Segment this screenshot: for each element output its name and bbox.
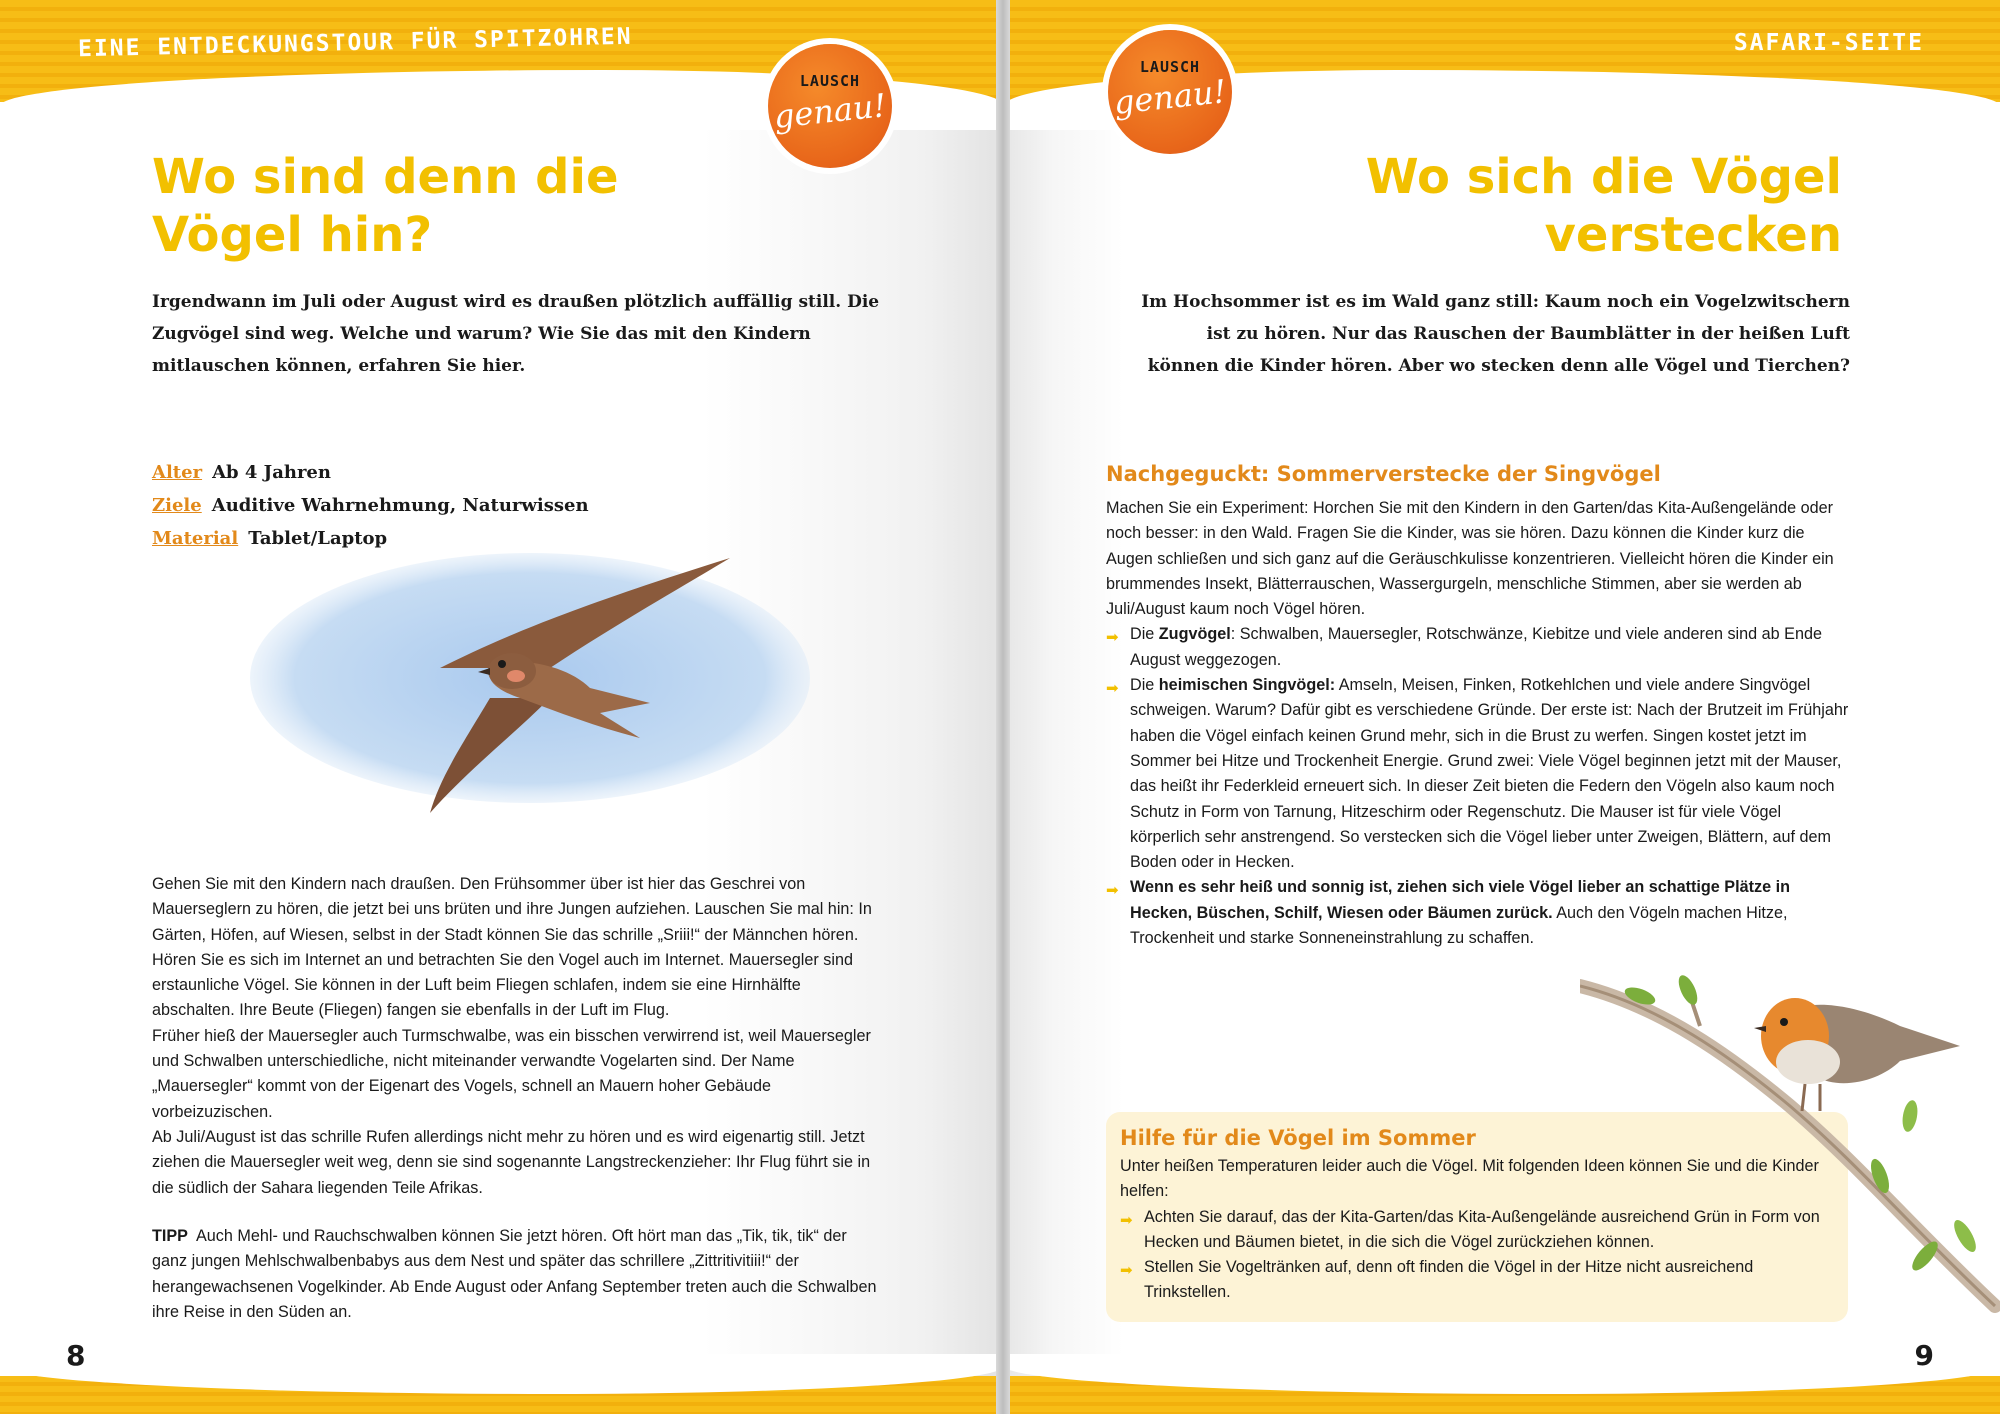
- title-line-1: Wo sind denn die: [152, 149, 619, 205]
- tip-block: [152, 1224, 886, 1325]
- help-heading: Hilfe für die Vögel im Sommer: [1120, 1126, 1476, 1150]
- meta-key: Material: [152, 528, 239, 549]
- list-item: [1106, 875, 1854, 951]
- page-number: 8: [66, 1339, 86, 1372]
- badge-top-text: LAUSCH: [799, 72, 861, 90]
- article-body: [152, 872, 886, 1201]
- intro-paragraph: Machen Sie ein Experiment: Horchen Sie mit den Kindern in den Garten/das Kita-Außengelände oder noch besser: in den Wald. Fragen Sie die Kinder, was sie hören. Dazu können die Kinder kurz die Augen schließen und sich ganz auf die Geräuschkulisse konzentrieren. Vielleicht hören die Kinder ein brummendes Insekt, Blätterrauschen, Wassergurgeln, menschliche Stimmen, aber sie werden ab Juli/August kaum noch Vögel hören.: [1106, 499, 1834, 619]
- help-bullet-text: Stellen Sie Vogeltränken auf, denn oft finden die Vögel in der Hitze nicht ausreichend Trinkstellen.: [1144, 1258, 1754, 1302]
- bullet-list: [1106, 622, 1854, 951]
- arrow-right-icon: ➡: [1106, 629, 1119, 647]
- tip-label: TIPP: [152, 1227, 188, 1245]
- meta-row-goals: [152, 489, 589, 522]
- lead-paragraph: Im Hochsommer ist es im Wald ganz still: Kaum noch ein Vogelzwitschern ist zu hören. Nur das Rauschen der Baumblätter in der heißen Luft können die Kinder hören. Aber wo stecken denn alle Vögel und Tierchen?: [1141, 292, 1850, 376]
- badge-top-text: LAUSCH: [1139, 58, 1201, 76]
- bullet-text: : Schwalben, Mauersegler, Rotschwänze, Kiebitze und viele anderen sind ab Ende August weggezogen.: [1130, 625, 1822, 669]
- page-title: [1366, 148, 1842, 264]
- swift-illustration: [250, 548, 810, 820]
- meta-row-age: [152, 456, 589, 489]
- help-bullet-text: Achten Sie darauf, das der Kita-Garten/das Kita-Außengelände ausreichend Grün in Form von Hecken und Bäumen bietet, in die sich die Vögel zurückziehen können.: [1144, 1207, 1820, 1251]
- arrow-right-icon: ➡: [1120, 1211, 1133, 1229]
- bullet-bold: heimischen Singvögel:: [1158, 676, 1336, 695]
- robin-illustration: [1580, 966, 2000, 1316]
- meta-value: Tablet/Laptop: [248, 528, 388, 549]
- arrow-right-icon: ➡: [1106, 882, 1119, 900]
- title-line-2: Vögel hin?: [152, 207, 433, 263]
- meta-key: Alter: [152, 462, 203, 483]
- meta-value: Ab 4 Jahren: [212, 462, 331, 483]
- right-page: [1004, 0, 2000, 1414]
- arrow-right-icon: ➡: [1106, 680, 1119, 698]
- title-line-2: verstecken: [1544, 207, 1842, 263]
- body-paragraph: Ab Juli/August ist das schrille Rufen allerdings nicht mehr zu hören und es wird eigenartig still. Jetzt ziehen die Mauersegler weit weg, denn sie sind sogenannte Langstreckenzieher: Ihr Flug führt sie in die südlich der Sahara liegenden Teile Afrikas.: [152, 1127, 871, 1197]
- section-body: [1106, 496, 1854, 951]
- lausch-genau-badge: [1108, 30, 1232, 154]
- section-header: SAFARI-SEITE: [1733, 30, 1924, 56]
- body-paragraph: Früher hieß der Mauersegler auch Turmschwalbe, was ein bisschen verwirrend ist, weil Mauersegler und Schwalben unterschiedliche, nicht miteinander verwandte Vogelarten sind. Der Name „Mauersegler“ kommt von der Eigenart des Vogels, schnell an Mauern hoher Gebäude vorbeizuzischen.: [152, 1026, 871, 1121]
- lausch-genau-badge: [768, 44, 892, 168]
- page-number: 9: [1914, 1339, 1934, 1372]
- help-intro: Unter heißen Temperaturen leider auch die Vögel. Mit folgenden Ideen können Sie und die Kinder helfen:: [1120, 1157, 1819, 1201]
- tip-text: Auch Mehl- und Rauchschwalben können Sie jetzt hören. Oft hört man das „Tik, tik, tik“ der ganz jungen Mehlschwalbenbabys aus dem Nest und später das schrillere „Zittritivitiii!“ der herangewachsenen Vogelkinder. Ab Ende August oder Anfang September treten auch die Schwalben ihre Reise in den Süden an.: [152, 1227, 877, 1321]
- list-item: [1106, 673, 1854, 875]
- section-heading: Nachgeguckt: Sommerverstecke der Singvögel: [1106, 462, 1661, 486]
- meta-value: Auditive Wahrnehmung, Naturwissen: [211, 495, 589, 516]
- bullet-bold: Zugvögel: [1158, 625, 1231, 644]
- section-header: EINE ENTDECKUNGSTOUR FÜR SPITZOHREN: [77, 23, 633, 63]
- badge-main-text: genau!: [1112, 72, 1228, 122]
- bullet-text: Auch den Vögeln machen Hitze, Trockenheit und starke Sonneneinstrahlung zu schaffen.: [1130, 903, 1788, 948]
- title-line-1: Wo sich die Vögel: [1365, 149, 1842, 205]
- body-paragraph: Gehen Sie mit den Kindern nach draußen. Den Frühsommer über ist hier das Geschrei von Mauerseglern zu hören, die jetzt bei uns brüten und ihre Jungen aufziehen. Lauschen Sie mal hin: In Gärten, Höfen, auf Wiesen, selbst in der Stadt können Sie das schrille „Sriii!“ der Männchen hören. Hören Sie es sich im Internet an und betrachten Sie den Vogel auch im Internet. Mauersegler sind erstaunliche Vögel. Sie können in der Luft beim Fliegen schlafen, indem sie eine Hirnhälfte abschalten. Ihre Beute (Fliegen) fangen sie ebenfalls in der Luft im Flug.: [152, 875, 872, 1020]
- lead-paragraph: Irgendwann im Juli oder August wird es draußen plötzlich auffällig still. Die Zugvögel sind weg. Welche und warum? Wie Sie das mit den Kindern mitlauschen können, erfahren Sie hier.: [152, 292, 880, 376]
- list-item: [1106, 622, 1854, 673]
- badge-main-text: genau!: [772, 86, 888, 136]
- bullet-text: Die: [1130, 676, 1159, 695]
- page-title: [152, 148, 619, 264]
- bullet-text: Amseln, Meisen, Finken, Rotkehlchen und viele andere Singvögel schweigen. Warum? Dafür gibt es verschiedene Gründe. Der erste ist: Nach der Brutzeit im Frühjahr haben die Vögel einfach keinen Grund mehr, sich in die Brust zu werfen. Singen kostet jetzt im Sommer bei Hitze und Trockenheit Energie. Grund zwei: Viele Vögel beginnen jetzt mit der Mauser, das heißt ihr Federkleid erneuert sich. In dieser Zeit bieten die Federn den Vögeln also kaum noch Schutz in Form von Tarnung, Hitzeschirm oder Regenschutz. Die Mauser ist für viele Vögel körperlich sehr anstrengend. So verstecken sich die Vögel lieber unter Zweigen, Blättern, auf dem Boden oder in Hecken.: [1130, 676, 1849, 872]
- arrow-right-icon: ➡: [1120, 1262, 1133, 1280]
- bullet-bold: Wenn es sehr heiß und sonnig ist, ziehen sich viele Vögel lieber an schattige Plätze in Hecken, Büschen, Schilf, Wiesen oder Bäumen zurück.: [1130, 878, 1790, 922]
- meta-key: Ziele: [152, 495, 202, 516]
- spine-gutter: [996, 0, 1010, 1414]
- bullet-text: Die: [1130, 625, 1159, 644]
- meta-list: [152, 456, 589, 555]
